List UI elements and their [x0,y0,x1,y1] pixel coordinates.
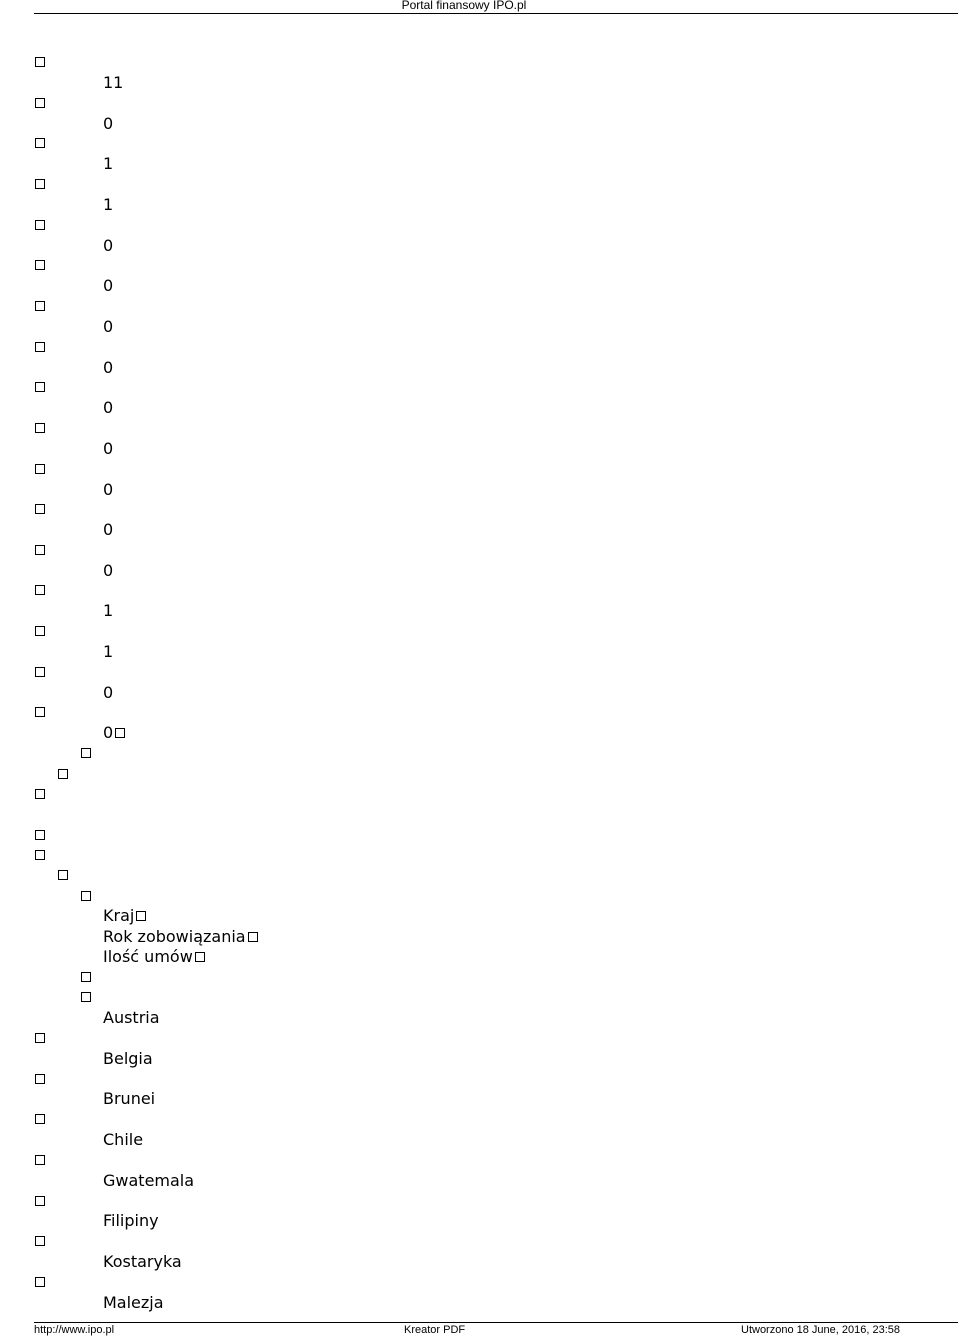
table-header-count [103,947,205,967]
missing-glyph-icon [35,850,45,860]
country-item: Brunei [103,1089,156,1108]
missing-glyph-icon [35,545,45,555]
missing-glyph-icon [35,626,45,636]
missing-glyph-icon [35,301,45,311]
missing-glyph-icon [81,992,91,1002]
country-item: Belgia [103,1049,153,1068]
page-header-title: Portal finansowy IPO.pl [401,0,527,12]
missing-glyph-icon [58,769,68,779]
footer-created: Utworzono 18 June, 2016, 23:58 [741,1324,901,1336]
country-item: Malezja [103,1293,164,1312]
footer-rule [34,1322,958,1323]
value-line: 0 [103,480,114,499]
missing-glyph-icon [81,891,91,901]
value-line: 0 [103,520,114,539]
missing-glyph-icon [35,382,45,392]
missing-glyph-icon [35,789,45,799]
missing-glyph-icon [35,342,45,352]
missing-glyph-icon [35,220,45,230]
value-line: 1 [103,195,114,214]
table-header-text: Ilość umów [103,947,193,966]
missing-glyph-icon [35,179,45,189]
table-header-text: Rok zobowiązania [103,927,246,946]
value-line: 0 [103,439,114,458]
country-item: Kostaryka [103,1252,182,1271]
table-header-country [103,906,146,926]
missing-glyph-icon [35,707,45,717]
missing-glyph-icon [35,260,45,270]
missing-glyph-icon [35,667,45,677]
value-line [103,723,125,743]
value-line: 0 [103,276,114,295]
value-line: 0 [103,358,114,377]
missing-glyph-icon [35,464,45,474]
missing-glyph-icon [115,728,125,738]
country-item: Gwatemala [103,1171,195,1190]
value-line: 1 [103,642,114,661]
table-header-year [103,927,258,947]
missing-glyph-icon [136,911,146,921]
missing-glyph-icon [35,423,45,433]
missing-glyph-icon [35,138,45,148]
missing-glyph-icon [81,748,91,758]
value-line: 0 [103,683,114,702]
footer-creator: Kreator PDF [404,1324,466,1336]
missing-glyph-icon [35,1277,45,1287]
value-line: 11 [103,73,124,92]
country-item: Filipiny [103,1211,159,1230]
missing-glyph-icon [35,1074,45,1084]
value-line: 0 [103,398,114,417]
missing-glyph-icon [58,870,68,880]
country-item: Chile [103,1130,144,1149]
value-line: 1 [103,601,114,620]
value-line: 0 [103,317,114,336]
missing-glyph-icon [35,504,45,514]
value-line: 0 [103,236,114,255]
value-line: 0 [103,561,114,580]
value-text: 0 [103,723,114,742]
missing-glyph-icon [35,1114,45,1124]
footer-url: http://www.ipo.pl [34,1324,115,1336]
value-line: 0 [103,114,114,133]
missing-glyph-icon [35,830,45,840]
table-header-text: Kraj [103,906,135,925]
missing-glyph-icon [35,98,45,108]
value-line: 1 [103,154,114,173]
missing-glyph-icon [35,1196,45,1206]
missing-glyph-icon [248,932,258,942]
missing-glyph-icon [35,1033,45,1043]
missing-glyph-icon [35,57,45,67]
missing-glyph-icon [35,1155,45,1165]
missing-glyph-icon [81,972,91,982]
missing-glyph-icon [35,1236,45,1246]
missing-glyph-icon [35,585,45,595]
country-item: Austria [103,1008,160,1027]
missing-glyph-icon [195,952,205,962]
header-rule [34,13,958,14]
